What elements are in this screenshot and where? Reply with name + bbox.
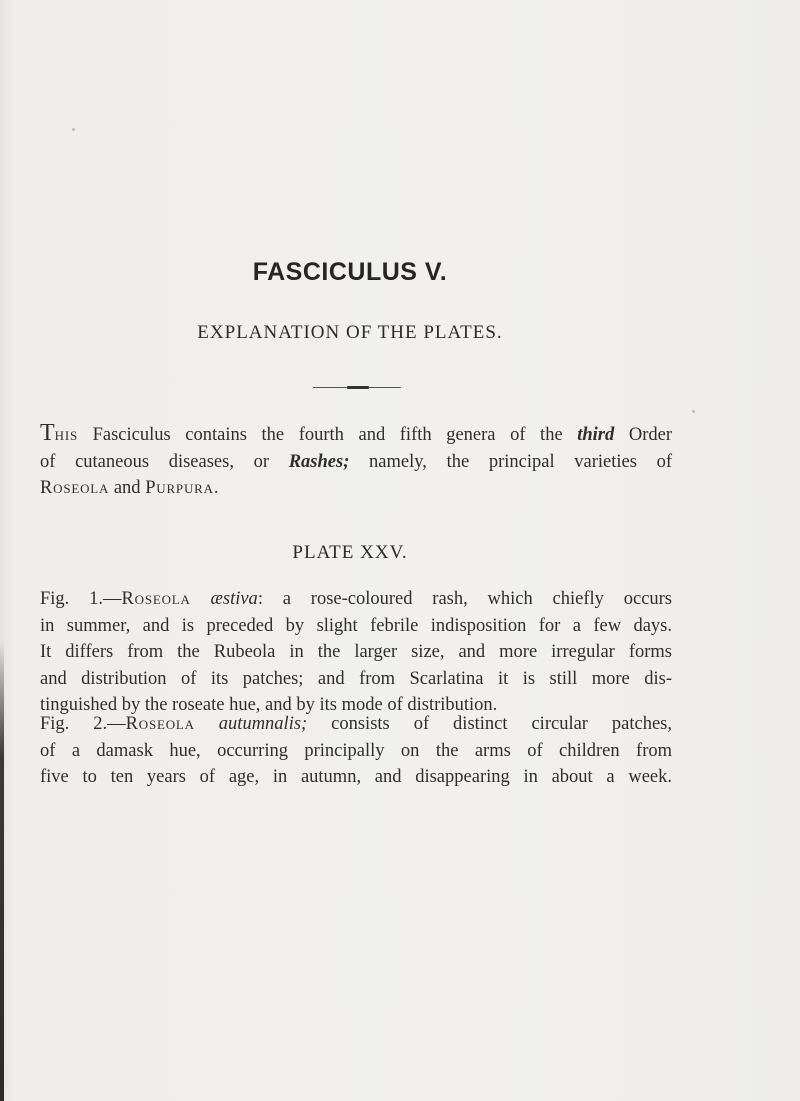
italic-term: Rashes; <box>288 451 350 472</box>
fig1-line-2: in summer, and is preceded by slight febrile indisposition for a few days. <box>40 615 672 636</box>
intro-paragraph <box>40 420 672 502</box>
fasciculus-title: FASCICULUS V. <box>252 258 448 286</box>
fig1-line-1: Fig. 1.—Roseola æstiva: a rose-coloured rash, which chiefly occurs <box>40 589 673 609</box>
intro-line-1: This Fasciculus contains the fourth and fifth genera of the third Order <box>40 420 672 446</box>
fig1-paragraph <box>40 586 672 719</box>
page-binding-edge <box>0 640 4 1101</box>
fig2-line-3: five to ten years of age, in autumn, and disappearing in about a week. <box>40 767 672 787</box>
foxing-spot <box>72 128 75 131</box>
foxing-spot <box>692 410 695 413</box>
intro-line-2: of cutaneous diseases, or Rashes; namely, the principal varieties of <box>40 451 672 472</box>
explanation-subtitle: EXPLANATION OF THE PLATES. <box>197 322 503 343</box>
intro-line-3: Roseola and Purpura. <box>40 478 219 498</box>
fig1-line-4: and distribution of its patches; and from Scarlatina it is still more dis- <box>40 668 672 689</box>
ornamental-rule <box>313 387 401 388</box>
italic-term: third <box>577 425 615 445</box>
plate-title: PLATE XXV. <box>292 542 408 563</box>
fig1-line-3: It differs from the Rubeola in the larger size, and more irregular forms <box>40 642 672 662</box>
fig2-line-1: Fig. 2.—Roseola autumnalis; consists of distinct circular patches, <box>40 714 672 734</box>
fig2-line-2: of a damask hue, occurring principally on the arms of children from <box>40 740 672 761</box>
fig1-line-5: tinguished by the roseate hue, and by its mode of distribution. <box>40 695 498 715</box>
fig2-paragraph <box>40 711 672 791</box>
drop-cap: T <box>40 420 55 446</box>
